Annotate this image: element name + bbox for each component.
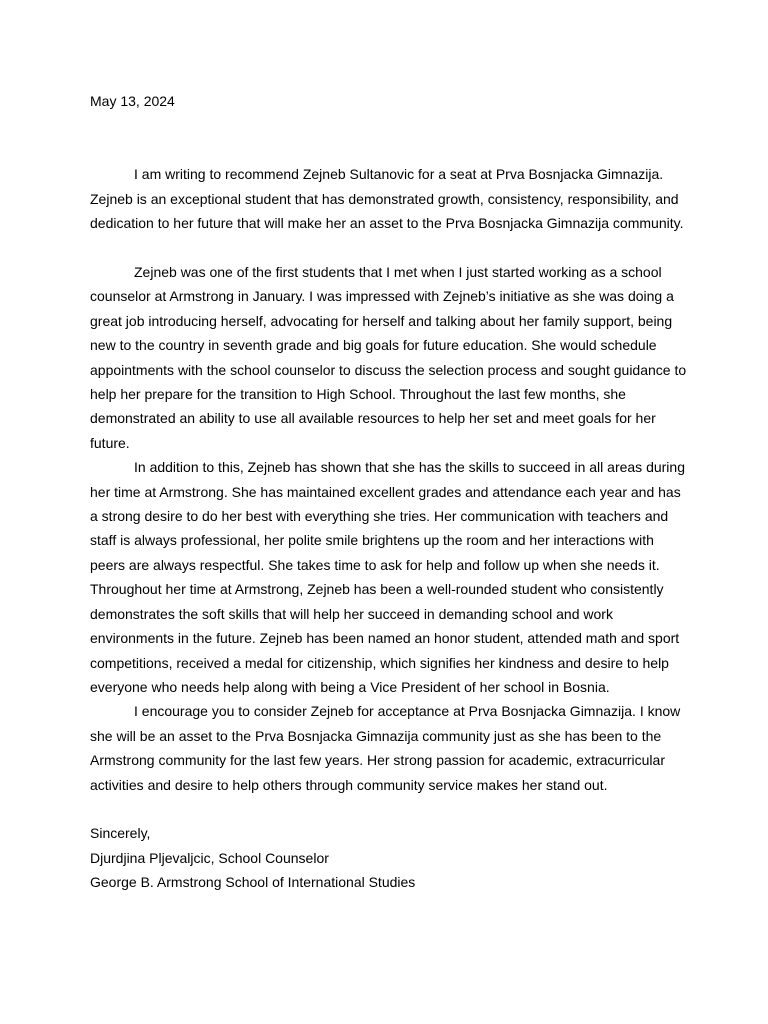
paragraph-recommendation: I encourage you to consider Zejneb for acceptance at Prva Bosnjacka Gimnazija. I know she will be an asset to the Prva Bosnjacka Gimnazija community just as she has been to the Armstrong community for the last few years. Her strong passion for academic, extracurricular activities and desire to help others through community service makes her stand out. [90,703,681,793]
letter-date: May 13, 2024 [90,93,175,109]
letter-page [90,89,690,895]
paragraph-skills: In addition to this, Zejneb has shown that she has the skills to succeed in all areas during her time at Armstrong. She has maintained excellent grades and attendance each year and has a strong desire to do her best with everything she tries. Her communication with teachers and staff is always professional, her polite smile brightens up the room and her interactions with peers are always respectful. She takes time to ask for help and follow up when she needs it. Throughout her time at Armstrong, Zejneb has been a well-rounded student who consistently demonstrates the soft skills that will help her succeed in demanding school and work environments in the future. Zejneb has been named an honor student, attended math and sport competitions, received a medal for citizenship, which signifies her kindness and desire to help everyone who needs help along with being a Vice President of her school in Bosnia. [90,459,685,695]
paragraph-first-meeting: Zejneb was one of the first students that I met when I just started working as a school counselor at Armstrong in January. I was impressed with Zejneb’s initiative as she was doing a great job introducing herself, advocating for herself and talking about her family support, being new to the country in seventh grade and big goals for future education. She would schedule appointments with the school counselor to discuss the selection process and sought guidance to help her prepare for the transition to High School. Throughout the last few months, she demonstrated an ability to use all available resources to help her set and meet goals for her future. [90,264,687,451]
signer-name-title: Djurdjina Pljevaljcic, School Counselor [90,849,329,866]
letter-closing-block [90,821,690,894]
signer-organization: George B. Armstrong School of International Studies [90,874,416,891]
closing-salutation: Sincerely, [90,825,151,842]
paragraph-gap [90,236,690,260]
paragraph-introduction: I am writing to recommend Zejneb Sultanovic for a seat at Prva Bosnjacka Gimnazija. Zejneb is an exceptional student that has demonstrated growth, consistency, responsibility, and dedication to her future that will make her an asset to the Prva Bosnjacka Gimnazija community. [90,166,684,232]
